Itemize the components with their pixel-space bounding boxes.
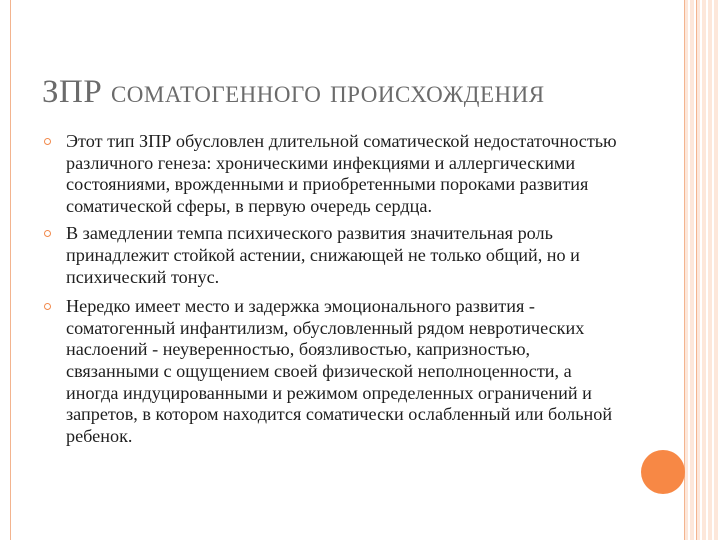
bullet-circle-icon bbox=[44, 138, 51, 145]
bullet-text: Нередко имеет место и задержка эмоционального развития - соматогенный инфантилизм, обусловленный рядом невротических наслоений - неуверенностью, боязливостью, капризностью, связанными с ощущением своей физической неполноценности, а иногда индуцированными и режимом определенных ограничений и запретов, в котором находится соматически ослабленный или больной ребенок. bbox=[66, 296, 613, 446]
bullet-circle-icon bbox=[44, 230, 51, 237]
right-decorative-stripes bbox=[684, 0, 720, 540]
bullet-list bbox=[44, 131, 624, 453]
bullet-circle-icon bbox=[44, 303, 51, 310]
bullet-text: В замедлении темпа психического развития значительная роль принадлежит стойкой астении, снижающей не только общий, но и психический тонус. bbox=[66, 223, 580, 287]
left-border-line bbox=[10, 0, 11, 540]
slide-title: ЗПР соматогенного происхождения bbox=[42, 74, 545, 110]
orange-circle-decoration bbox=[641, 450, 685, 494]
right-stripe-inner-line bbox=[696, 0, 697, 540]
bullet-text: Этот тип ЗПР обусловлен длительной соматической недостаточностью различного генеза: хроническими инфекциями и аллергическими состояниями, врожденными и приобретенными пороками развития соматической сферы, в первую очередь сердца. bbox=[66, 131, 617, 216]
list-item bbox=[44, 131, 624, 217]
right-stripe-edge-line bbox=[684, 0, 685, 540]
list-item bbox=[44, 223, 624, 288]
list-item bbox=[44, 296, 624, 447]
